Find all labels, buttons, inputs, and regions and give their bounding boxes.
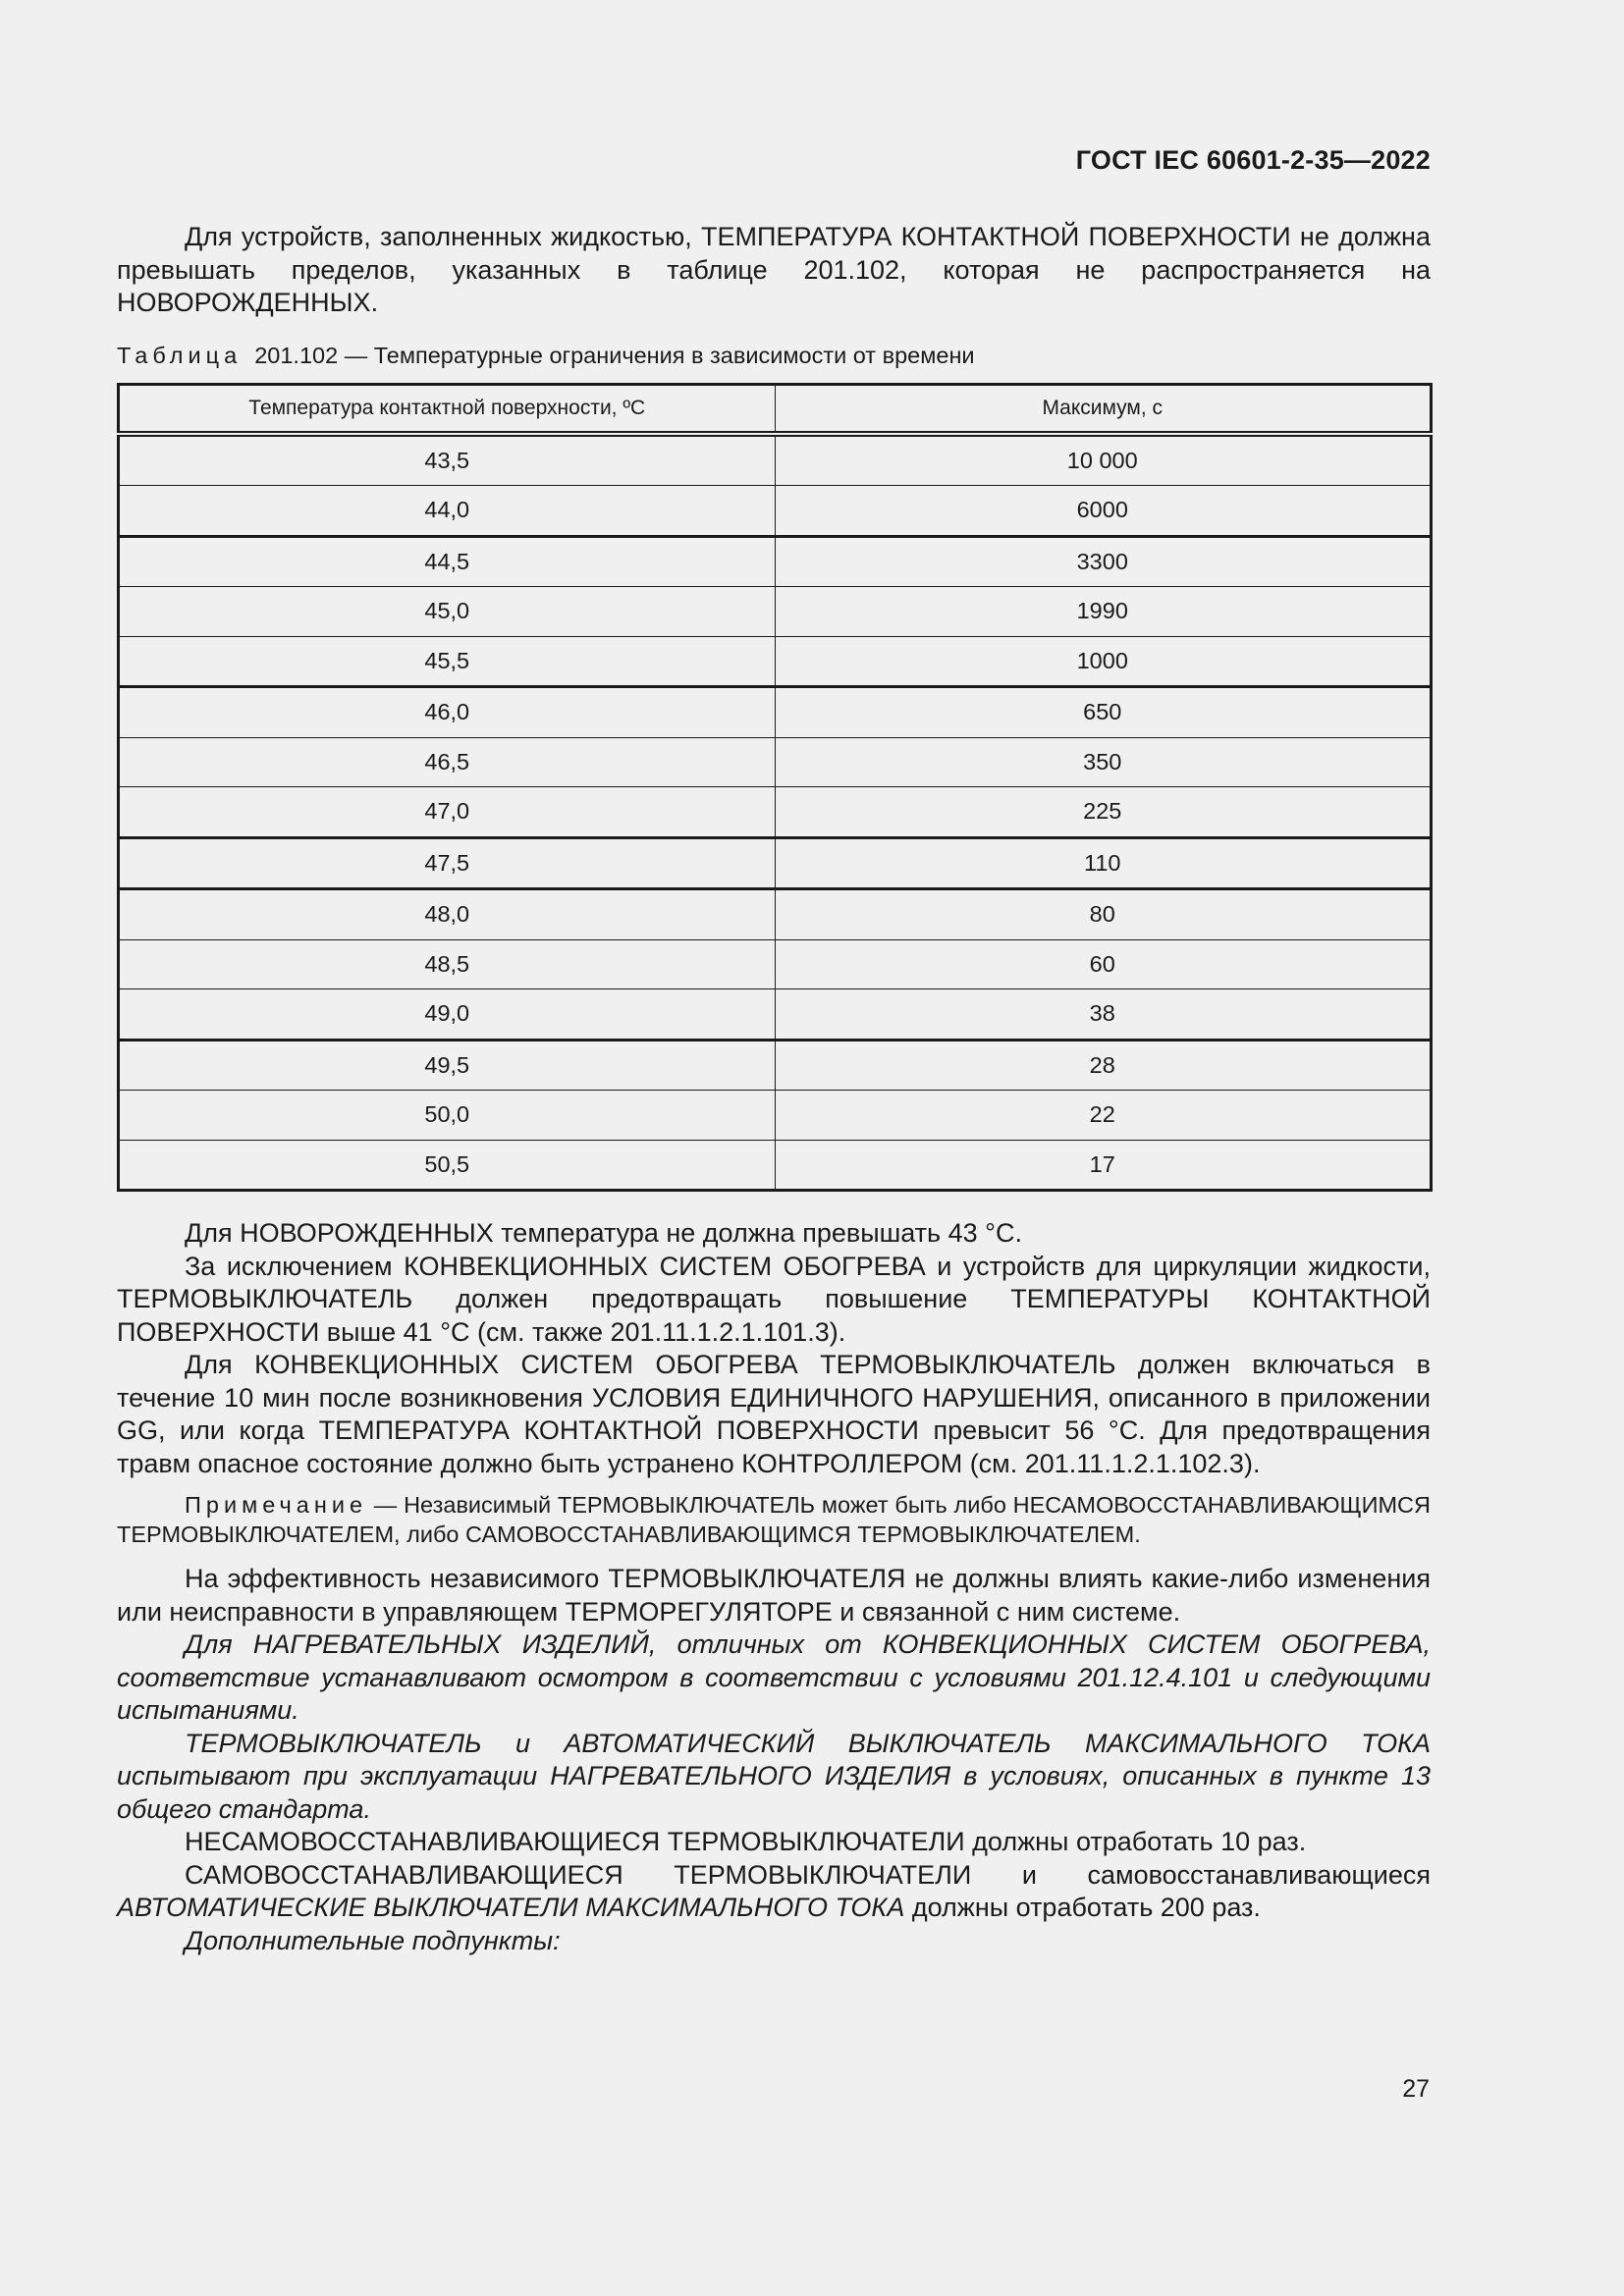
table-row bbox=[119, 787, 1432, 838]
paragraph-test-conditions: ТЕРМОВЫКЛЮЧАТЕЛЬ и АВТОМАТИЧЕСКИЙ ВЫКЛЮЧАТЕЛЬ МАКСИМАЛЬНОГО ТОКА испытывают при эксплуатации НАГРЕВАТЕЛЬНОГО ИЗДЕЛИЯ в условиях, описанных в пункте 13 общего стандарта. bbox=[117, 1728, 1431, 1824]
table-body bbox=[119, 434, 1432, 1191]
temperature-cell: 46,5 bbox=[119, 737, 776, 787]
max-seconds-cell: 22 bbox=[775, 1091, 1432, 1141]
temperature-cell: 45,5 bbox=[119, 636, 776, 687]
col-header-max-seconds: Максимум, с bbox=[775, 384, 1432, 434]
temperature-cell: 43,5 bbox=[119, 434, 776, 486]
self-resetting-italic: АВТОМАТИЧЕСКИЕ ВЫКЛЮЧАТЕЛИ МАКСИМАЛЬНОГО ТОКА bbox=[117, 1893, 905, 1922]
temperature-cell: 48,0 bbox=[119, 889, 776, 940]
table-row bbox=[119, 1091, 1432, 1141]
temperature-cell: 49,5 bbox=[119, 1040, 776, 1091]
max-seconds-cell: 17 bbox=[775, 1140, 1432, 1191]
temperature-limits-table bbox=[117, 383, 1433, 1193]
paragraph-non-resetting: НЕСАМОВОССТАНАВЛИВАЮЩИЕСЯ ТЕРМОВЫКЛЮЧАТЕЛИ должны отработать 10 раз. bbox=[185, 1827, 1307, 1856]
max-seconds-cell: 225 bbox=[775, 787, 1432, 838]
paragraph-additional-subclauses: Дополнительные подпункты: bbox=[185, 1925, 561, 1955]
table-caption-label: Таблица bbox=[117, 342, 243, 368]
temperature-cell: 50,0 bbox=[119, 1091, 776, 1141]
paragraph-independence: На эффективность независимого ТЕРМОВЫКЛЮЧАТЕЛЯ не должны влиять какие-либо изменения или неисправности в управляющем ТЕРМОРЕГУЛЯТОРЕ и связанной с ним системе. bbox=[117, 1564, 1431, 1627]
max-seconds-cell: 3300 bbox=[775, 536, 1432, 587]
table-row bbox=[119, 1140, 1432, 1191]
temperature-cell: 45,0 bbox=[119, 587, 776, 637]
temperature-cell: 47,0 bbox=[119, 787, 776, 838]
table-row bbox=[119, 939, 1432, 989]
max-seconds-cell: 60 bbox=[775, 939, 1432, 989]
table-row bbox=[119, 434, 1432, 486]
table-row bbox=[119, 636, 1432, 687]
max-seconds-cell: 1990 bbox=[775, 587, 1432, 637]
max-seconds-cell: 1000 bbox=[775, 636, 1432, 687]
table-row bbox=[119, 837, 1432, 889]
temperature-cell: 46,0 bbox=[119, 687, 776, 738]
max-seconds-cell: 10 000 bbox=[775, 434, 1432, 486]
max-seconds-cell: 110 bbox=[775, 837, 1432, 889]
max-seconds-cell: 38 bbox=[775, 989, 1432, 1041]
table-header-row bbox=[119, 384, 1432, 434]
note-label: Примечание bbox=[185, 1492, 368, 1518]
self-resetting-text: САМОВОССТАНАВЛИВАЮЩИЕСЯ ТЕРМОВЫКЛЮЧАТЕЛИ и самовосстанавливающиеся bbox=[185, 1859, 1431, 1890]
max-seconds-cell: 6000 bbox=[775, 486, 1432, 537]
table-row bbox=[119, 486, 1432, 537]
table-caption-text: 201.102 — Температурные ограничения в зависимости от времени bbox=[254, 342, 975, 368]
max-seconds-cell: 28 bbox=[775, 1040, 1432, 1091]
table-row bbox=[119, 1040, 1432, 1091]
page-content bbox=[117, 221, 1431, 1957]
col-header-temperature: Температура контактной поверхности, ºС bbox=[119, 384, 776, 434]
paragraph-newborn-limit: Для НОВОРОЖДЕННЫХ температура не должна превышать 43 °С. bbox=[185, 1218, 1022, 1248]
table-row bbox=[119, 889, 1432, 940]
table-row bbox=[119, 587, 1432, 637]
temperature-cell: 44,5 bbox=[119, 536, 776, 587]
max-seconds-cell: 80 bbox=[775, 889, 1432, 940]
paragraph-compliance: Для НАГРЕВАТЕЛЬНЫХ ИЗДЕЛИЙ, отличных от КОНВЕКЦИОННЫХ СИСТЕМ ОБОГРЕВА, соответствие устанавливают осмотром в соответствии с условиями 201.12.4.101 и следующими испытаниями. bbox=[117, 1629, 1431, 1725]
note-text: — Независимый ТЕРМОВЫКЛЮЧАТЕЛЬ может быть либо НЕСАМОВОССТАНАВЛИВАЮЩИМСЯ ТЕРМОВЫКЛЮЧАТЕЛЕМ, либо САМОВОССТАНАВЛИВАЮЩИМСЯ ТЕРМОВЫКЛЮЧАТЕЛЕМ. bbox=[117, 1492, 1431, 1547]
temperature-cell: 47,5 bbox=[119, 837, 776, 889]
temperature-cell: 50,5 bbox=[119, 1140, 776, 1191]
table-row bbox=[119, 536, 1432, 587]
paragraph-thermal-cutout: За исключением КОНВЕКЦИОННЫХ СИСТЕМ ОБОГРЕВА и устройств для циркуляции жидкости, ТЕРМОВЫКЛЮЧАТЕЛЬ должен предотвращать повышение ТЕМПЕРАТУРЫ КОНТАКТНОЙ ПОВЕРХНОСТИ выше 41 °С (см. также 201.11.1.2.1.101.3). bbox=[117, 1251, 1431, 1347]
temperature-cell: 49,0 bbox=[119, 989, 776, 1041]
note bbox=[117, 1490, 1431, 1549]
table-row bbox=[119, 737, 1432, 787]
max-seconds-cell: 350 bbox=[775, 737, 1432, 787]
document-id-header: ГОСТ IEC 60601-2-35—2022 bbox=[1075, 145, 1431, 175]
temperature-cell: 44,0 bbox=[119, 486, 776, 537]
max-seconds-cell: 650 bbox=[775, 687, 1432, 738]
self-resetting-end: должны отработать 200 раз. bbox=[904, 1893, 1261, 1922]
table-row bbox=[119, 989, 1432, 1041]
paragraph-self-resetting bbox=[117, 1859, 1431, 1925]
temperature-cell: 48,5 bbox=[119, 939, 776, 989]
page-number: 27 bbox=[1402, 2075, 1430, 2103]
paragraph-convective-systems: Для КОНВЕКЦИОННЫХ СИСТЕМ ОБОГРЕВА ТЕРМОВЫКЛЮЧАТЕЛЬ должен включаться в течение 10 мин после возникновения УСЛОВИЯ ЕДИНИЧНОГО НАРУШЕНИЯ, описанного в приложении GG, или когда ТЕМПЕРАТУРА КОНТАКТНОЙ ПОВЕРХНОСТИ превысит 56 °С. Для предотвращения травм опасное состояние должно быть устранено КОНТРОЛЛЕРОМ (см. 201.11.1.2.1.102.3). bbox=[117, 1350, 1431, 1478]
table-caption bbox=[117, 341, 1431, 370]
intro-paragraph: Для устройств, заполненных жидкостью, ТЕМПЕРАТУРА КОНТАКТНОЙ ПОВЕРХНОСТИ не должна превышать пределов, указанных в таблице 201.102, которая не распространяется на НОВОРОЖДЕННЫХ. bbox=[117, 222, 1431, 317]
table-row bbox=[119, 687, 1432, 738]
